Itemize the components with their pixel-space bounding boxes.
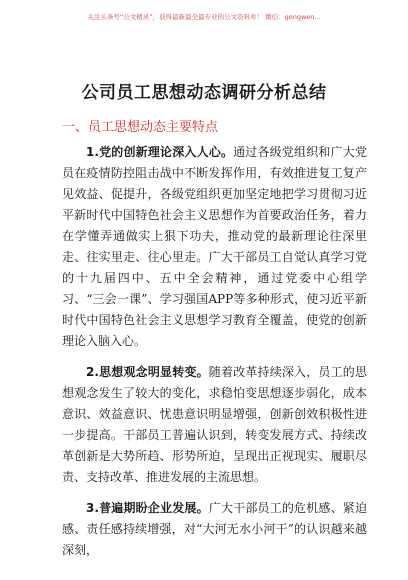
paragraph-3-text: 广大干部员工的危机感、紧迫感、责任感持续增强，对“大河无水小河干”的认识越来越深刻， [62,501,367,557]
section-heading: 一、员工思想动态主要特点 [62,120,219,135]
paragraph-2 [62,362,367,488]
paragraph-1 [62,142,367,352]
paragraph-3-lead: 3.普遍期盼企业发展。 [86,501,209,515]
paragraph-1-lead: 1.党的创新理论深入人心。 [86,145,234,159]
document-title: 公司员工思想动态调研分析总结 [81,83,327,103]
paragraph-2-text: 随着改革持续深入，员工的思想观念发生了较大的变化，求稳怕变思想逐步弱化，成本意识、效益意识、忧患意识明显增强，创新创效积极性进一步提高。干部员工普遍认识到，转变发展方式、持续改革创新是大势所趋、形势所迫，呈现出正视现实、履职尽责、支持改革、推进发展的主流思想。 [62,365,367,484]
header-note: 关注头条号“公文精灵”，获得最新最全最专业的公文资料库！ 微信：gongwen... [87,13,321,21]
document-body [62,142,367,571]
paragraph-3 [62,498,367,561]
paragraph-1-text: 通过各级党组织和广大党员在疫情防控阻击战中不断发挥作用，有效推进复工复产见效益、促提升，各级党组织更加坚定地把学习贯彻习近平新时代中国特色社会主义思想作为首要政治任务，着力在学懂弄通做实上狠下功夫，推动党的最新理论往深里走、往实里走、往心里走。广大干部员工自觉认真学习党的十九届四中、五中全会精神，通过党委中心组学习、“三会一课”、学习强国APP等多种形式，使习近平新时代中国特色社会主义思想学习教育全覆盖，使党的创新理论入脑入心。 [62,145,367,348]
paragraph-2-lead: 2.思想观念明显转变。 [86,365,209,379]
